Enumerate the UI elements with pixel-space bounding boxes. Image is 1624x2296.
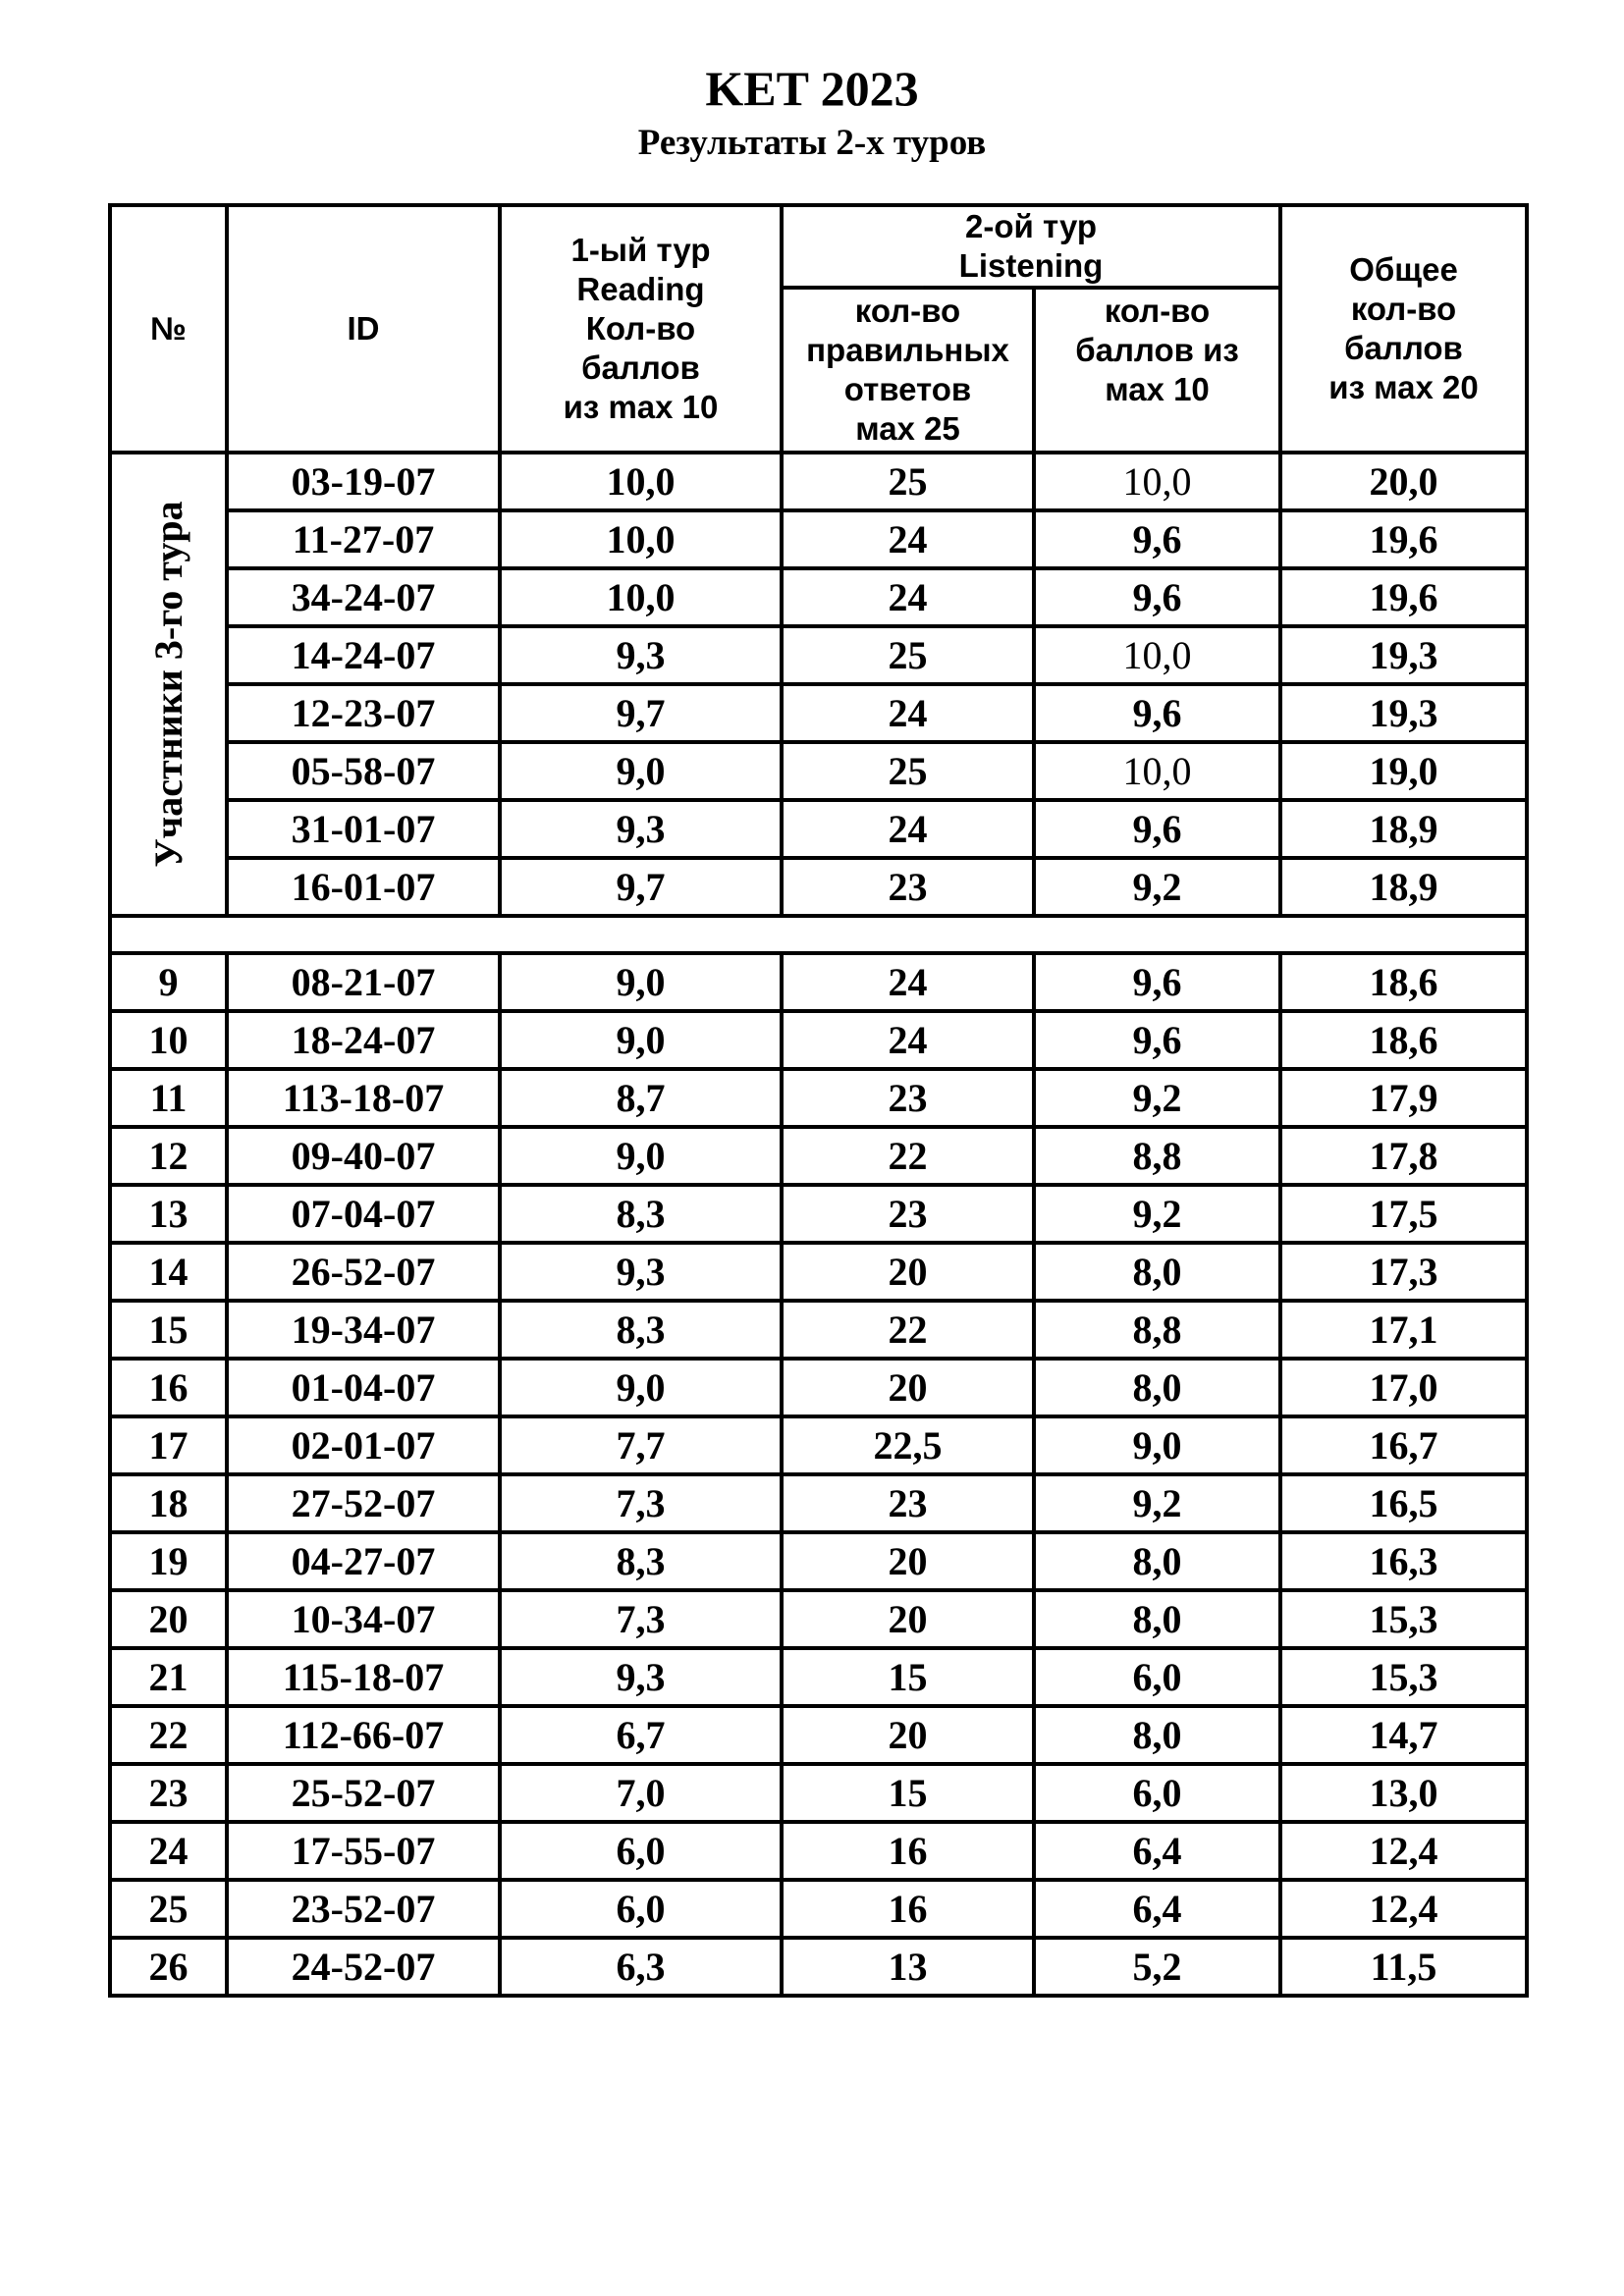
header-total <box>1280 205 1527 453</box>
cell-listening: 8,0 <box>1034 1243 1280 1301</box>
cell-id: 10-34-07 <box>227 1590 500 1648</box>
cell-reading: 8,7 <box>500 1069 782 1127</box>
table-row <box>110 1069 1527 1127</box>
cell-correct: 23 <box>782 1474 1034 1532</box>
cell-total: 17,5 <box>1280 1185 1527 1243</box>
cell-id: 16-01-07 <box>227 858 500 916</box>
cell-listening: 9,2 <box>1034 1069 1280 1127</box>
cell-reading: 6,0 <box>500 1880 782 1938</box>
cell-listening: 9,2 <box>1034 1474 1280 1532</box>
cell-total: 19,0 <box>1280 742 1527 800</box>
cell-id: 07-04-07 <box>227 1185 500 1243</box>
cell-number: 16 <box>110 1359 227 1416</box>
cell-listening: 9,0 <box>1034 1416 1280 1474</box>
table-row <box>110 742 1527 800</box>
table-header <box>110 205 1527 453</box>
cell-id: 23-52-07 <box>227 1880 500 1938</box>
cell-listening: 8,0 <box>1034 1359 1280 1416</box>
finalists-group <box>110 453 1527 916</box>
table-row <box>110 1532 1527 1590</box>
header-round2-listening <box>782 205 1280 288</box>
cell-reading: 10,0 <box>500 510 782 568</box>
header-line: баллов <box>581 349 700 386</box>
cell-id: 18-24-07 <box>227 1011 500 1069</box>
cell-correct: 24 <box>782 684 1034 742</box>
cell-reading: 6,0 <box>500 1822 782 1880</box>
table-row <box>110 1474 1527 1532</box>
cell-reading: 9,0 <box>500 1359 782 1416</box>
cell-correct: 22 <box>782 1127 1034 1185</box>
group-label-cell <box>110 453 227 916</box>
cell-correct: 24 <box>782 510 1034 568</box>
cell-number: 9 <box>110 953 227 1011</box>
cell-total: 18,9 <box>1280 800 1527 858</box>
header-line: правильных <box>806 332 1009 368</box>
table-row <box>110 1648 1527 1706</box>
cell-correct: 23 <box>782 858 1034 916</box>
cell-number: 23 <box>110 1764 227 1822</box>
cell-total: 15,3 <box>1280 1648 1527 1706</box>
document-subtitle: Результаты 2-х туров <box>637 123 987 163</box>
cell-id: 31-01-07 <box>227 800 500 858</box>
cell-correct: 25 <box>782 742 1034 800</box>
document-title: KET 2023 <box>705 61 919 116</box>
cell-number: 12 <box>110 1127 227 1185</box>
cell-number: 10 <box>110 1011 227 1069</box>
header-line: Кол-во <box>585 310 696 347</box>
cell-listening: 8,8 <box>1034 1127 1280 1185</box>
cell-listening: 9,2 <box>1034 858 1280 916</box>
cell-reading: 9,3 <box>500 1243 782 1301</box>
cell-listening: 10,0 <box>1034 626 1280 684</box>
header-line: Общее <box>1349 251 1458 288</box>
table-row <box>110 858 1527 916</box>
cell-listening: 9,6 <box>1034 953 1280 1011</box>
separator-group <box>110 916 1527 953</box>
cell-total: 12,4 <box>1280 1880 1527 1938</box>
cell-listening: 9,6 <box>1034 684 1280 742</box>
cell-total: 14,7 <box>1280 1706 1527 1764</box>
results-table <box>108 203 1529 1998</box>
table-row <box>110 953 1527 1011</box>
header-id: ID <box>227 205 500 453</box>
cell-id: 112-66-07 <box>227 1706 500 1764</box>
cell-correct: 15 <box>782 1648 1034 1706</box>
cell-correct: 16 <box>782 1880 1034 1938</box>
header-line: из мах 20 <box>1328 369 1479 405</box>
cell-number: 18 <box>110 1474 227 1532</box>
cell-listening: 9,6 <box>1034 1011 1280 1069</box>
cell-total: 18,6 <box>1280 1011 1527 1069</box>
cell-reading: 7,7 <box>500 1416 782 1474</box>
cell-correct: 15 <box>782 1764 1034 1822</box>
table-row <box>110 453 1527 510</box>
cell-number: 14 <box>110 1243 227 1301</box>
cell-id: 11-27-07 <box>227 510 500 568</box>
cell-total: 17,3 <box>1280 1243 1527 1301</box>
cell-total: 18,6 <box>1280 953 1527 1011</box>
table-row <box>110 626 1527 684</box>
cell-number: 22 <box>110 1706 227 1764</box>
cell-id: 27-52-07 <box>227 1474 500 1532</box>
cell-listening: 8,8 <box>1034 1301 1280 1359</box>
table-row <box>110 568 1527 626</box>
cell-correct: 20 <box>782 1243 1034 1301</box>
cell-reading: 8,3 <box>500 1532 782 1590</box>
cell-total: 19,6 <box>1280 568 1527 626</box>
header-line: мах 25 <box>855 410 960 447</box>
cell-correct: 24 <box>782 1011 1034 1069</box>
cell-number: 24 <box>110 1822 227 1880</box>
cell-listening: 6,4 <box>1034 1880 1280 1938</box>
header-line: 1-ый тур <box>570 232 711 268</box>
cell-correct: 16 <box>782 1822 1034 1880</box>
cell-id: 04-27-07 <box>227 1532 500 1590</box>
cell-total: 17,0 <box>1280 1359 1527 1416</box>
cell-total: 17,1 <box>1280 1301 1527 1359</box>
cell-reading: 10,0 <box>500 568 782 626</box>
table-row <box>110 684 1527 742</box>
header-round1-reading <box>500 205 782 453</box>
cell-number: 15 <box>110 1301 227 1359</box>
cell-total: 20,0 <box>1280 453 1527 510</box>
cell-number: 13 <box>110 1185 227 1243</box>
cell-correct: 24 <box>782 568 1034 626</box>
cell-listening: 8,0 <box>1034 1706 1280 1764</box>
cell-reading: 9,0 <box>500 1127 782 1185</box>
cell-total: 19,3 <box>1280 626 1527 684</box>
others-group <box>110 953 1527 1996</box>
separator-cell <box>110 916 1527 953</box>
cell-reading: 8,3 <box>500 1185 782 1243</box>
cell-id: 09-40-07 <box>227 1127 500 1185</box>
table-row <box>110 1822 1527 1880</box>
header-number: № <box>110 205 227 453</box>
cell-correct: 20 <box>782 1359 1034 1416</box>
cell-reading: 7,3 <box>500 1474 782 1532</box>
cell-reading: 10,0 <box>500 453 782 510</box>
cell-total: 16,5 <box>1280 1474 1527 1532</box>
cell-total: 11,5 <box>1280 1938 1527 1996</box>
table-row <box>110 1416 1527 1474</box>
header-line: баллов <box>1344 330 1463 366</box>
header-line: 2-ой тур <box>965 208 1098 244</box>
header-line: баллов из <box>1075 332 1239 368</box>
cell-correct: 22,5 <box>782 1416 1034 1474</box>
cell-total: 16,3 <box>1280 1532 1527 1590</box>
cell-number: 21 <box>110 1648 227 1706</box>
cell-listening: 6,0 <box>1034 1764 1280 1822</box>
cell-listening: 9,2 <box>1034 1185 1280 1243</box>
cell-id: 03-19-07 <box>227 453 500 510</box>
cell-correct: 25 <box>782 453 1034 510</box>
header-round2-correct <box>782 288 1034 453</box>
header-round2-points <box>1034 288 1280 453</box>
cell-total: 17,9 <box>1280 1069 1527 1127</box>
cell-reading: 9,3 <box>500 1648 782 1706</box>
cell-id: 01-04-07 <box>227 1359 500 1416</box>
cell-number: 17 <box>110 1416 227 1474</box>
header-line: из max 10 <box>563 389 719 425</box>
cell-correct: 23 <box>782 1069 1034 1127</box>
cell-id: 12-23-07 <box>227 684 500 742</box>
cell-id: 19-34-07 <box>227 1301 500 1359</box>
cell-number: 26 <box>110 1938 227 1996</box>
cell-reading: 9,3 <box>500 626 782 684</box>
table-row <box>110 1706 1527 1764</box>
table-row <box>110 1185 1527 1243</box>
header-line: кол-во <box>1104 293 1211 329</box>
cell-number: 25 <box>110 1880 227 1938</box>
table-row <box>110 1301 1527 1359</box>
table-row <box>110 1938 1527 1996</box>
cell-id: 08-21-07 <box>227 953 500 1011</box>
cell-total: 13,0 <box>1280 1764 1527 1822</box>
cell-id: 17-55-07 <box>227 1822 500 1880</box>
cell-correct: 20 <box>782 1590 1034 1648</box>
cell-reading: 7,0 <box>500 1764 782 1822</box>
cell-listening: 6,4 <box>1034 1822 1280 1880</box>
cell-id: 24-52-07 <box>227 1938 500 1996</box>
table-row <box>110 1127 1527 1185</box>
cell-reading: 8,3 <box>500 1301 782 1359</box>
cell-total: 15,3 <box>1280 1590 1527 1648</box>
cell-total: 17,8 <box>1280 1127 1527 1185</box>
table-row <box>110 800 1527 858</box>
cell-id: 05-58-07 <box>227 742 500 800</box>
cell-correct: 23 <box>782 1185 1034 1243</box>
cell-correct: 24 <box>782 953 1034 1011</box>
cell-listening: 10,0 <box>1034 453 1280 510</box>
cell-listening: 5,2 <box>1034 1938 1280 1996</box>
cell-correct: 22 <box>782 1301 1034 1359</box>
table-row <box>110 1880 1527 1938</box>
cell-reading: 9,0 <box>500 953 782 1011</box>
cell-reading: 9,7 <box>500 858 782 916</box>
table-row <box>110 1764 1527 1822</box>
header-line: ответов <box>843 371 972 407</box>
group-label: Участники 3-го тура <box>145 501 190 868</box>
cell-total: 12,4 <box>1280 1822 1527 1880</box>
cell-reading: 9,0 <box>500 742 782 800</box>
cell-listening: 9,6 <box>1034 510 1280 568</box>
cell-total: 19,6 <box>1280 510 1527 568</box>
table-row <box>110 1243 1527 1301</box>
cell-listening: 10,0 <box>1034 742 1280 800</box>
header-line: кол-во <box>1350 291 1457 327</box>
cell-listening: 9,6 <box>1034 568 1280 626</box>
cell-correct: 20 <box>782 1706 1034 1764</box>
cell-number: 11 <box>110 1069 227 1127</box>
cell-reading: 6,3 <box>500 1938 782 1996</box>
header-line: Reading <box>576 271 705 307</box>
table-row <box>110 1359 1527 1416</box>
cell-total: 19,3 <box>1280 684 1527 742</box>
cell-reading: 9,3 <box>500 800 782 858</box>
table-row <box>110 1590 1527 1648</box>
cell-correct: 25 <box>782 626 1034 684</box>
cell-id: 34-24-07 <box>227 568 500 626</box>
cell-id: 02-01-07 <box>227 1416 500 1474</box>
cell-listening: 9,6 <box>1034 800 1280 858</box>
cell-listening: 8,0 <box>1034 1590 1280 1648</box>
table-row <box>110 510 1527 568</box>
cell-listening: 8,0 <box>1034 1532 1280 1590</box>
cell-number: 19 <box>110 1532 227 1590</box>
header-line: Listening <box>958 247 1104 284</box>
table-row <box>110 1011 1527 1069</box>
header-line: кол-во <box>854 293 961 329</box>
cell-number: 20 <box>110 1590 227 1648</box>
cell-reading: 7,3 <box>500 1590 782 1648</box>
cell-listening: 6,0 <box>1034 1648 1280 1706</box>
cell-id: 113-18-07 <box>227 1069 500 1127</box>
cell-correct: 24 <box>782 800 1034 858</box>
cell-id: 115-18-07 <box>227 1648 500 1706</box>
cell-total: 18,9 <box>1280 858 1527 916</box>
cell-id: 25-52-07 <box>227 1764 500 1822</box>
cell-correct: 20 <box>782 1532 1034 1590</box>
cell-reading: 9,0 <box>500 1011 782 1069</box>
cell-total: 16,7 <box>1280 1416 1527 1474</box>
cell-reading: 6,7 <box>500 1706 782 1764</box>
header-line: мах 10 <box>1105 371 1210 407</box>
cell-reading: 9,7 <box>500 684 782 742</box>
cell-correct: 13 <box>782 1938 1034 1996</box>
separator-row <box>110 916 1527 953</box>
cell-id: 14-24-07 <box>227 626 500 684</box>
cell-id: 26-52-07 <box>227 1243 500 1301</box>
